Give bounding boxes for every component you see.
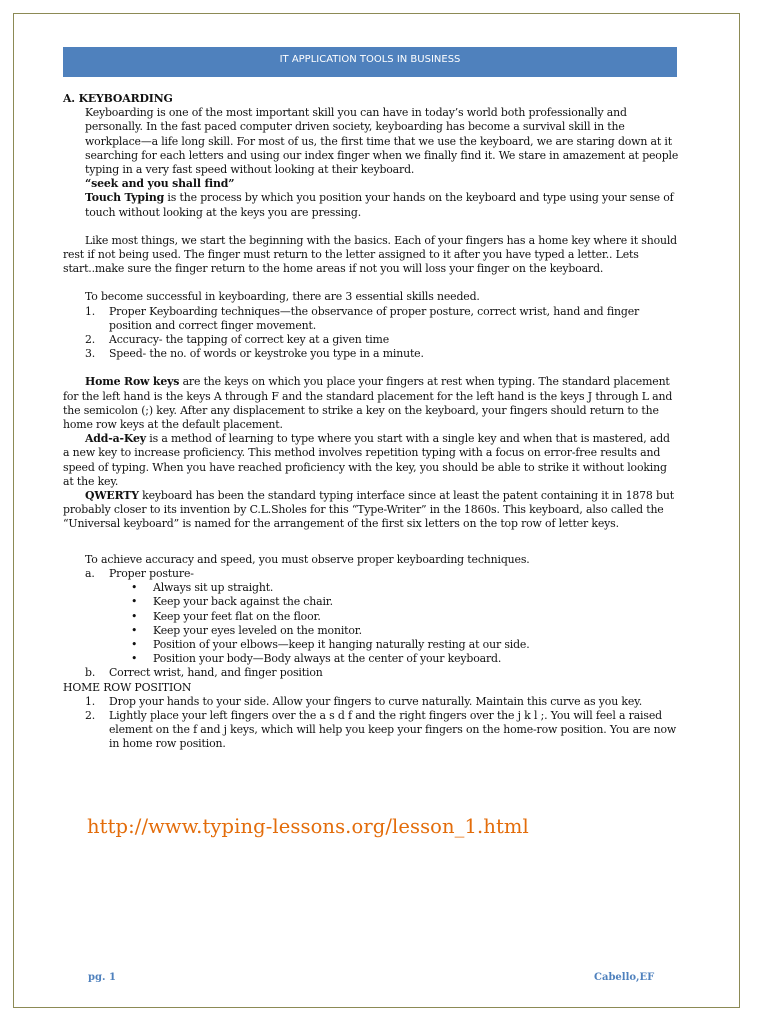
document-body: [63, 92, 679, 752]
list-item: 1. Proper Keyboarding techniques—the observance of proper posture, correct wrist, hand and finger position and correct finger movement.: [85, 304, 640, 332]
qwerty-term: QWERTY: [85, 489, 139, 503]
list-item: 1. Drop your hands to your side. Allow your fingers to curve naturally. Maintain this curve as you key.: [85, 694, 643, 708]
home-row-steps: [63, 695, 679, 752]
skills-intro: To become successful in keyboarding, there are 3 essential skills needed.: [85, 290, 480, 304]
qwerty-paragraph: QWERTY keyboard has been the standard typing interface since at least the patent containing it in 1878 but probably closer to its invention by C.L.Sholes for this “Type-Writer” in the 1860s. This keyboard, also called the “Universal keyboard” is named for the arrangement of the first six letters on the top row of letter keys.: [63, 489, 674, 531]
posture-bullets: [63, 581, 679, 666]
list-item: b. Correct wrist, hand, and finger position: [85, 666, 323, 680]
bullet-item: • Keep your eyes leveled on the monitor.: [131, 623, 362, 637]
add-a-key-term: Add-a-Key: [85, 432, 146, 446]
page-number: pg. 1: [88, 972, 116, 983]
lesson-link[interactable]: http://www.typing-lessons.org/lesson_1.html: [87, 815, 529, 838]
list-item: 2. Lightly place your left fingers over the a s d f and the right fingers over the j k l ;. You will feel a raised element on the f and j keys, which will help you keep your fingers on the home-row position. You are now in home row position.: [85, 708, 677, 751]
home-row-term: Home Row keys: [85, 375, 180, 389]
bullet-item: • Position your body—Body always at the center of your keyboard.: [131, 652, 502, 666]
bullet-item: • Keep your feet flat on the floor.: [131, 609, 321, 623]
bullet-item: • Position of your elbows—keep it hanging naturally resting at our side.: [131, 637, 530, 651]
skills-list: [63, 305, 679, 362]
techniques-list: [63, 567, 679, 681]
add-a-key-paragraph: Add-a-Key is a method of learning to type where you start with a single key and when that is mastered, add a new key to increase proficiency. This method involves repetition typing with a focus on error-free results and speed of typing. When you have reached proficiency with the key, you should be able to strike it without looking at the key.: [63, 432, 670, 488]
author-footer: Cabello,EF: [594, 972, 655, 983]
touch-typing-paragraph: [63, 191, 679, 219]
touch-typing-text: is the process by which you position your hands on the keyboard and type using your sense of touch without looking at the keys you are pressing.: [85, 191, 674, 219]
touch-typing-term: Touch Typing: [85, 191, 165, 205]
basics-paragraph: Like most things, we start the beginning with the basics. Each of your fingers has a home key where it should rest if not being used. The finger must return to the letter assigned to it after you have typed a letter.. Lets start..make sure the finger return to the home areas if not you will loss your finger on the keyboard.: [63, 233, 677, 276]
page-title: IT APPLICATION TOOLS IN BUSINESS: [63, 47, 677, 77]
intro-paragraph: Keyboarding is one of the most important skill you can have in today’s world both professionally and personally. In the fast paced computer driven society, keyboarding has become a survival skill in the workplace—a life long skill. For most of us, the first time that we use the keyboard, we are staring down at it searching for each letters and using our index finger when we finally find it. We stare in amazement at people typing in a very fast speed without looking at their keyboard.: [85, 106, 679, 177]
list-item: 2. Accuracy- the tapping of correct key at a given time: [85, 333, 390, 347]
list-item: a. Proper posture-: [85, 566, 194, 580]
section-heading: A. KEYBOARDING: [63, 92, 173, 105]
accuracy-intro: To achieve accuracy and speed, you must observe proper keyboarding techniques.: [85, 552, 530, 566]
quote: “seek and you shall find”: [85, 177, 235, 191]
home-row-position-heading: HOME ROW POSITION: [63, 680, 192, 694]
list-item: 3. Speed- the no. of words or keystroke you type in a minute.: [85, 347, 424, 361]
bullet-item: • Keep your back against the chair.: [131, 595, 333, 609]
bullet-item: • Always sit up straight.: [131, 581, 274, 595]
home-row-paragraph: Home Row keys are the keys on which you place your fingers at rest when typing. The standard placement for the left hand is the keys A through F and the standard placement for the left hand is the keys J through L and the semicolon (;) key. After any displacement to strike a key on the keyboard, your fingers should return to the home row keys at the default placement.: [63, 375, 673, 432]
